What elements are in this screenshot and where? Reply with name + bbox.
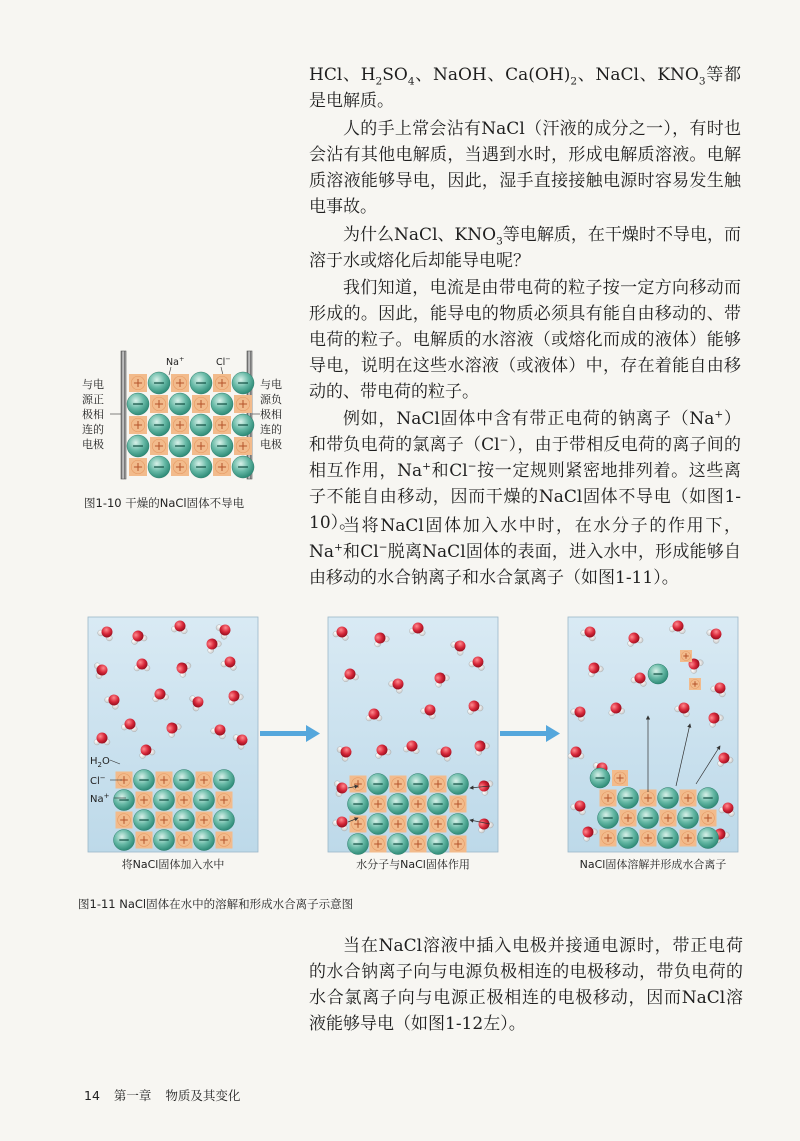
chloride-ion (211, 393, 233, 415)
sodium-ion (370, 836, 387, 853)
chloride-ion (174, 770, 195, 791)
sodium-ion (620, 810, 637, 827)
svg-text:极相: 极相 (260, 408, 282, 421)
sodium-ion (430, 816, 447, 833)
figure-1-11-caption: 图1-11 NaCl固体在水中的溶解和形成水合离子示意图 (78, 897, 354, 911)
chloride-ion (148, 414, 170, 436)
chloride-ion (127, 435, 149, 457)
figure-1-10-caption: 图1-10 干燥的NaCl固体不导电 (84, 496, 245, 510)
sodium-ion (640, 790, 657, 807)
sodium-ion (171, 458, 189, 476)
sodium-ion (150, 437, 168, 455)
chloride-ion (388, 794, 409, 815)
paragraph-dissolution: 当将NaCl固体加入水中时，在水分子的作用下，Na+和Cl−脱离NaCl固体的表面，进入水中，形成能够自由移动的水合钠离子和水合氯离子（如图1-11）。 (309, 516, 741, 588)
chloride-ion (134, 770, 155, 791)
chloride-ion (190, 414, 212, 436)
chloride-ion (368, 774, 389, 795)
sodium-ion (136, 832, 153, 849)
panel-3-label: NaCl固体溶解并形成水合离子 (579, 858, 727, 871)
chloride-ion (169, 393, 191, 415)
svg-text:电极: 电极 (260, 438, 282, 451)
svg-text:连的: 连的 (82, 423, 104, 436)
sodium-ion (390, 816, 407, 833)
sodium-ion (176, 832, 193, 849)
svg-text:与电: 与电 (260, 378, 282, 391)
chloride-ion (658, 828, 679, 849)
sodium-ion (213, 416, 231, 434)
paragraph-current-explanation: 我们知道，电流是由带电荷的粒子按一定方向移动而形成的。因此，能导电的物质必须具有能自由移动的、带电荷的粒子。电解质的水溶液（或熔化而成的液体）能够导电，说明在这些水溶液（或液体）中，存在着能自由移动的、带电荷的粒子。 (309, 278, 741, 402)
sodium-ion (410, 796, 427, 813)
sodium-ion (430, 776, 447, 793)
chloride-ion (590, 768, 610, 788)
arrow-right-icon (260, 725, 320, 742)
svg-text:极相: 极相 (82, 408, 104, 421)
chloride-ion (618, 788, 639, 809)
sodium-ion (410, 836, 427, 853)
paragraph-conduction: 当在NaCl溶液中插入电极并接通电源时，带正电荷的水合钠离子向与电源负极相连的电极移动，带负电荷的水合氯离子向与电源正极相连的电极移动，因而NaCl溶液能够导电（如图1-12左）。 (309, 936, 743, 1034)
positive-electrode (121, 351, 126, 479)
sodium-ion (660, 810, 677, 827)
chloride-ion (174, 810, 195, 831)
chloride-ion (134, 810, 155, 831)
sodium-ion (156, 772, 173, 789)
chloride-ion (194, 830, 215, 851)
sodium-ion (612, 770, 628, 786)
chloride-ion (678, 808, 699, 829)
chloride-ion (408, 774, 429, 795)
sodium-ion (390, 776, 407, 793)
cl-label: Cl− (90, 774, 106, 787)
sodium-ion (196, 772, 213, 789)
cl-ion-label: Cl− (216, 355, 231, 368)
chloride-ion (648, 664, 668, 684)
chloride-ion (190, 372, 212, 394)
chloride-ion (448, 774, 469, 795)
chloride-ion (408, 814, 429, 835)
chloride-ion (114, 790, 135, 811)
chloride-ion (348, 834, 369, 855)
chloride-ion (658, 788, 679, 809)
nacl-crystal-lattice (127, 372, 254, 478)
chloride-ion (638, 808, 659, 829)
chloride-ion (190, 456, 212, 478)
chloride-ion (211, 435, 233, 457)
sodium-ion (136, 792, 153, 809)
chloride-ion (127, 393, 149, 415)
chapter-label: 第一章 (113, 1088, 152, 1103)
sodium-ion (213, 374, 231, 392)
sodium-ion (234, 437, 252, 455)
sodium-ion (350, 776, 367, 793)
chloride-ion (348, 794, 369, 815)
panel-2-label: 水分子与NaCl固体作用 (356, 858, 470, 871)
chloride-ion (428, 794, 449, 815)
sodium-ion (196, 812, 213, 829)
panel-1-label: 将NaCl固体加入水中 (121, 858, 225, 871)
chloride-ion (148, 456, 170, 478)
sodium-ion (216, 792, 233, 809)
sodium-ion (600, 830, 617, 847)
na-ion-label: Na+ (166, 355, 185, 368)
sodium-ion (150, 395, 168, 413)
svg-text:源负: 源负 (260, 393, 282, 406)
sodium-ion (129, 458, 147, 476)
chloride-ion (232, 456, 254, 478)
page-number: 14 (84, 1088, 100, 1103)
sodium-ion (680, 830, 697, 847)
sodium-ion (640, 830, 657, 847)
chloride-ion (698, 788, 719, 809)
chloride-ion (194, 790, 215, 811)
sodium-ion (370, 796, 387, 813)
paragraph-electrolyte-list: HCl、$H_2SO_4$、NaOH、$Ca(OH)_2$、NaCl、$KNO_3$等都是电解质。 (309, 65, 741, 111)
svg-text:电极: 电极 (82, 438, 104, 451)
chloride-ion (428, 834, 449, 855)
sodium-ion (192, 395, 210, 413)
sodium-ion (680, 790, 697, 807)
sodium-ion (192, 437, 210, 455)
sodium-ion (689, 678, 701, 690)
sodium-ion (700, 810, 717, 827)
sodium-ion (680, 650, 692, 662)
page-footer (84, 1086, 254, 1104)
chapter-title: 物质及其变化 (165, 1088, 241, 1103)
right-electrode-label (260, 377, 282, 451)
arrow-right-icon (500, 725, 560, 742)
sodium-ion (234, 395, 252, 413)
chloride-ion (698, 828, 719, 849)
figure-1-11-diagram (80, 612, 760, 882)
chloride-ion (148, 372, 170, 394)
sodium-ion (213, 458, 231, 476)
chloride-ion (448, 814, 469, 835)
sodium-ion (129, 374, 147, 392)
chloride-ion (232, 414, 254, 436)
sodium-ion (171, 416, 189, 434)
chloride-ion (154, 790, 175, 811)
chloride-ion (368, 814, 389, 835)
chloride-ion (214, 810, 235, 831)
chloride-ion (169, 435, 191, 457)
chloride-ion (214, 770, 235, 791)
svg-text:连的: 连的 (260, 423, 282, 436)
chloride-ion (154, 830, 175, 851)
chloride-ion (598, 808, 619, 829)
sodium-ion (171, 374, 189, 392)
paragraph-nacl-example: 例如，NaCl固体中含有带正电荷的钠离子（Na+）和带负电荷的氯离子（Cl−），由于带相反电荷的离子间的相互作用，Na+和Cl−按一定规则紧密地排列着。这些离子不能自由移动，因而干燥的NaCl固体不导电（如图1-10）。 (309, 408, 742, 533)
sodium-ion (450, 836, 467, 853)
na-label: Na+ (90, 792, 110, 805)
sodium-ion (156, 812, 173, 829)
chloride-ion (618, 828, 639, 849)
sodium-ion (176, 792, 193, 809)
chloride-ion (232, 372, 254, 394)
left-electrode-label (82, 377, 104, 451)
sodium-ion (129, 416, 147, 434)
sodium-ion (216, 832, 233, 849)
svg-text:源正: 源正 (82, 393, 104, 406)
chloride-ion (388, 834, 409, 855)
h2o-label: $H_2O$ (90, 756, 110, 769)
sodium-ion (116, 812, 133, 829)
figure-1-10-diagram (70, 345, 295, 485)
sodium-ion (450, 796, 467, 813)
svg-text:与电: 与电 (82, 378, 104, 391)
chloride-ion (114, 830, 135, 851)
paragraph-why-question: 为什么NaCl、$KNO_3$等电解质，在干燥时不导电，而溶于水或熔化后却能导电呢？ (309, 225, 742, 271)
paragraph-sweat-electrolyte: 人的手上常会沾有NaCl（汗液的成分之一），有时也会沾有其他电解质，当遇到水时，形成电解质溶液。电解质溶液能够导电，因此，湿手直接接触电源时容易发生触电事故。 (309, 119, 741, 217)
sodium-ion (600, 790, 617, 807)
